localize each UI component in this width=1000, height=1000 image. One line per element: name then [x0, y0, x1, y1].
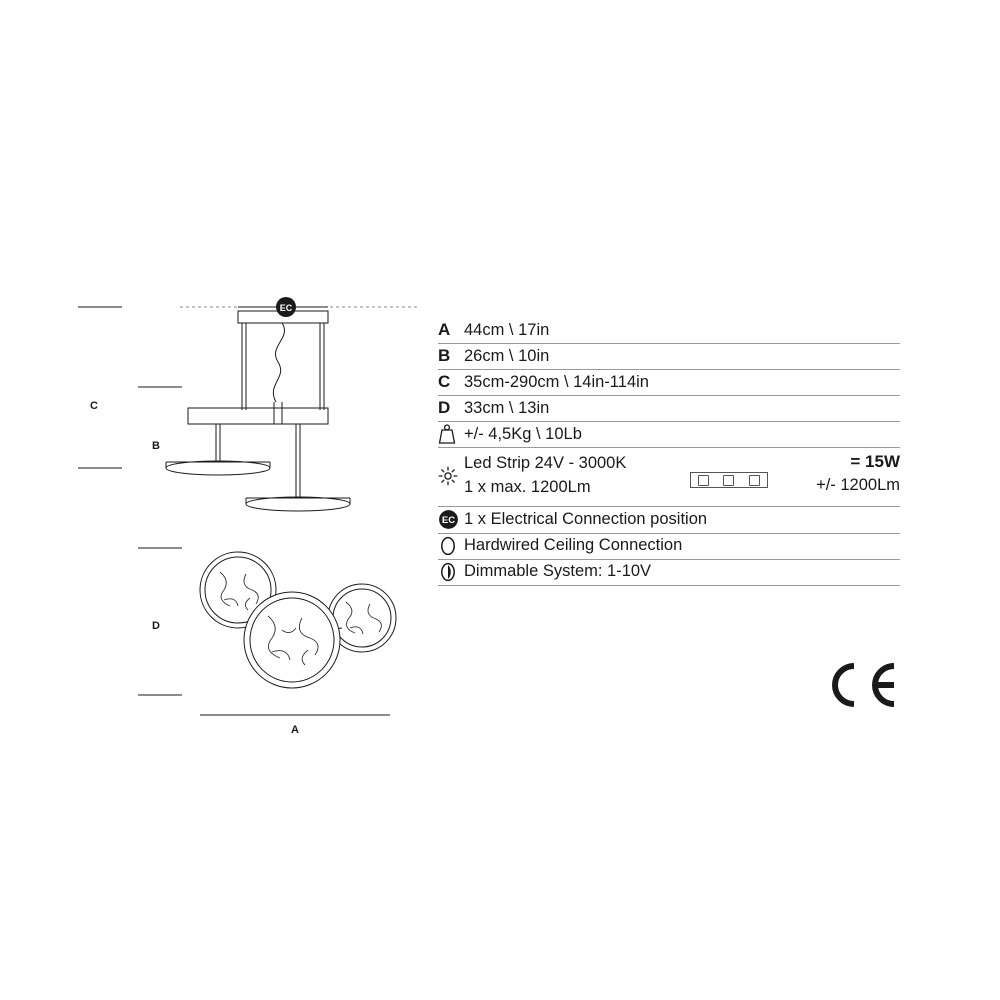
power-cable: [273, 323, 284, 402]
spec-value-c: 35cm-290cm \ 14in-114in: [464, 372, 649, 391]
spec-value-b: 26cm \ 10in: [464, 346, 550, 365]
disc-left-side: [166, 461, 270, 475]
led-lumens: +/- 1200Lm: [816, 475, 900, 494]
spec-value-a: 44cm \ 17in: [464, 320, 550, 339]
led-wattage: = 15W: [850, 452, 900, 471]
dimmable-icon: [438, 562, 464, 582]
spec-key-b: B: [438, 345, 451, 365]
spec-row-dimmable: [438, 560, 900, 586]
spec-key-d: D: [438, 397, 451, 417]
dim-label-b: B: [152, 440, 161, 452]
specifications-table: [438, 318, 900, 586]
ec-badge-drawing: [276, 297, 296, 317]
led-power-block: [710, 450, 900, 498]
spec-row-led: [438, 448, 900, 507]
disc-front-right-inner: [333, 589, 391, 647]
spec-key-c: C: [438, 371, 451, 391]
spec-value-d: 33cm \ 13in: [464, 398, 550, 417]
light-source-icon: [438, 466, 464, 486]
dim-label-c: C: [90, 400, 99, 412]
spec-row-d: [438, 396, 900, 422]
ceiling-connection-icon: [438, 536, 464, 556]
disc-right-side: [246, 497, 350, 511]
disc-front-center-inner: [250, 598, 334, 682]
spec-value-weight: +/- 4,5Kg \ 10Lb: [464, 424, 582, 443]
ec-icon-text: EC: [441, 514, 456, 526]
ce-letter-c: [835, 666, 854, 704]
disc-front-left-pattern: [220, 572, 258, 610]
led-lumen-max: 1 x max. 1200Lm: [464, 477, 591, 496]
ec-icon: [438, 509, 464, 530]
spec-row-a: [438, 318, 900, 344]
spec-value-dimmable: Dimmable System: 1-10V: [464, 562, 652, 581]
ce-mark: [820, 660, 900, 710]
led-description: Led Strip 24V - 3000K: [464, 454, 627, 472]
weight-icon: [438, 424, 464, 444]
fixture-body-bar: [188, 408, 328, 424]
spec-row-ceiling: [438, 534, 900, 560]
dim-label-a: A: [291, 724, 300, 736]
spec-row-electrical: [438, 507, 900, 534]
ec-badge-text: EC: [279, 303, 293, 313]
spec-row-weight: [438, 422, 900, 448]
spec-value-electrical: 1 x Electrical Connection position: [464, 509, 708, 528]
spec-value-ceiling: Hardwired Ceiling Connection: [464, 536, 683, 555]
spec-key-a: A: [438, 319, 451, 339]
spec-row-b: [438, 344, 900, 370]
drawing-svg: [60, 280, 420, 740]
disc-front-right-pattern: [346, 602, 381, 634]
dim-label-d: D: [152, 620, 161, 632]
product-technical-drawing: [60, 280, 420, 740]
spec-row-c: [438, 370, 900, 396]
